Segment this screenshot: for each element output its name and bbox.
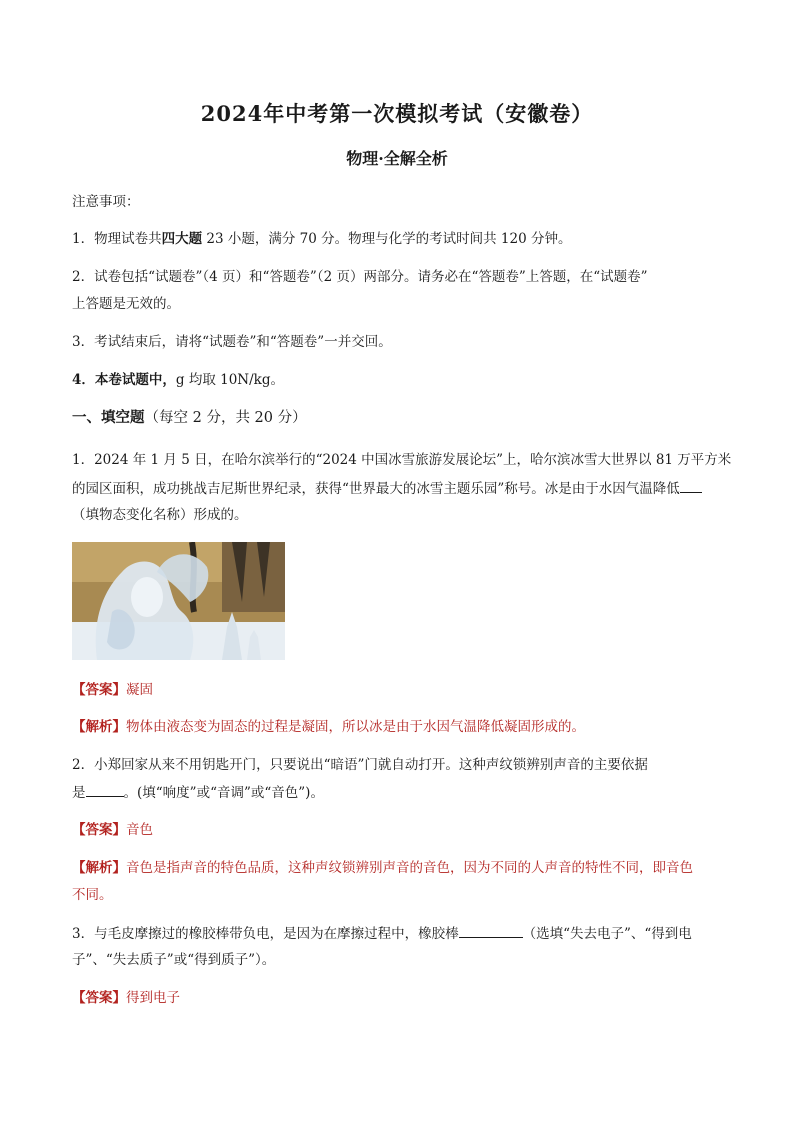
q2-line-2-suffix: 。(填“响度”或“音调”或“音色”)。 [123, 785, 324, 801]
q1-analysis-text: 物体由液态变为固态的过程是凝固，所以冰是由于水因气温降低凝固形成的。 [126, 719, 585, 735]
page-title: 2024年中考第一次模拟考试（安徽卷） [200, 101, 594, 126]
notes-item-3: 3．考试结束后，请将“试题卷”和“答题卷”一并交回。 [72, 334, 392, 350]
notes-item-2-line-2: 上答题是无效的。 [72, 296, 180, 312]
q1-answer-text: 凝固 [126, 682, 153, 698]
q2-analysis-text: 音色是指声音的特色品质，这种声纹锁辨别声音的音色，因为不同的人声音的特性不同，即音色 [126, 860, 693, 876]
q2-line-2 [72, 782, 732, 803]
notes-item-4 [72, 370, 732, 390]
q3-answer-label: 【答案】 [72, 990, 126, 1006]
notes-item-4-bold: 4．本卷试题中， [72, 372, 176, 388]
q2-analysis-label: 【解析】 [72, 860, 126, 876]
q2-answer-text: 音色 [126, 822, 153, 838]
q1-answer-label: 【答案】 [72, 682, 126, 698]
notes-item-1-bold: 四大题 [161, 231, 203, 247]
q2-line-2-prefix: 是 [72, 785, 86, 801]
q1-line-3: （填物态变化名称）形成的。 [72, 507, 248, 523]
notes-item-2-line-1: 2．试卷包括“试题卷”（4 页）和“答题卷”（2 页）两部分。请务必在“答题卷”上答题，在“试题卷” [72, 269, 648, 285]
q3-line-1 [72, 923, 732, 944]
q2-line-1: 2．小郑回家从来不用钥匙开门，只要说出“暗语”门就自动打开。这种声纹锁辨别声音的主要依据 [72, 757, 648, 773]
q3-line-1-suffix: （选填“失去电子”、“得到电 [522, 926, 692, 942]
notes-item-1-prefix: 1．物理试卷共 [72, 231, 162, 247]
q2-answer [72, 820, 732, 840]
q3-answer [72, 988, 732, 1008]
ice-sculpture-illustration [72, 542, 285, 660]
notes-item-1 [72, 229, 732, 249]
q3-line-2: 子”、“失去质子”或“得到质子”）。 [72, 952, 276, 968]
notes-item-1-suffix: 23 小题，满分 70 分。物理与化学的考试时间共 120 分钟。 [202, 231, 572, 247]
q2-answer-label: 【答案】 [72, 822, 126, 838]
section-heading [72, 408, 732, 428]
notes-heading: 注意事项： [72, 194, 140, 210]
q1-analysis [72, 717, 732, 737]
ice-sculpture-photo [72, 542, 285, 660]
q3-answer-text: 得到电子 [126, 990, 180, 1006]
page-subtitle: 物理·全解全析 [346, 149, 448, 168]
q3-blank [459, 923, 523, 938]
q1-answer [72, 680, 732, 700]
q3-line-1-prefix: 3．与毛皮摩擦过的橡胶棒带负电，是因为在摩擦过程中，橡胶棒 [72, 926, 459, 942]
notes-item-4-suffix: g 均取 10N/kg。 [175, 372, 284, 388]
q1-blank [680, 478, 702, 493]
q1-line-2-text: 的园区面积，成功挑战吉尼斯世界纪录，获得“世界最大的冰雪主题乐园”称号。冰是由于水因气温降低 [72, 481, 680, 497]
q1-line-1: 1．2024 年 1 月 5 日，在哈尔滨举行的“2024 中国冰雪旅游发展论坛”上，哈尔滨冰雪大世界以 81 万平方米 [72, 452, 732, 468]
q1-line-2 [72, 478, 732, 499]
q2-analysis-line-1 [72, 858, 732, 878]
section-heading-note: （每空 2 分，共 20 分） [144, 410, 307, 426]
q1-analysis-label: 【解析】 [72, 719, 126, 735]
q2-blank [86, 782, 124, 797]
q2-analysis-line-2: 不同。 [72, 887, 113, 903]
section-heading-title: 一、填空题 [72, 409, 145, 426]
